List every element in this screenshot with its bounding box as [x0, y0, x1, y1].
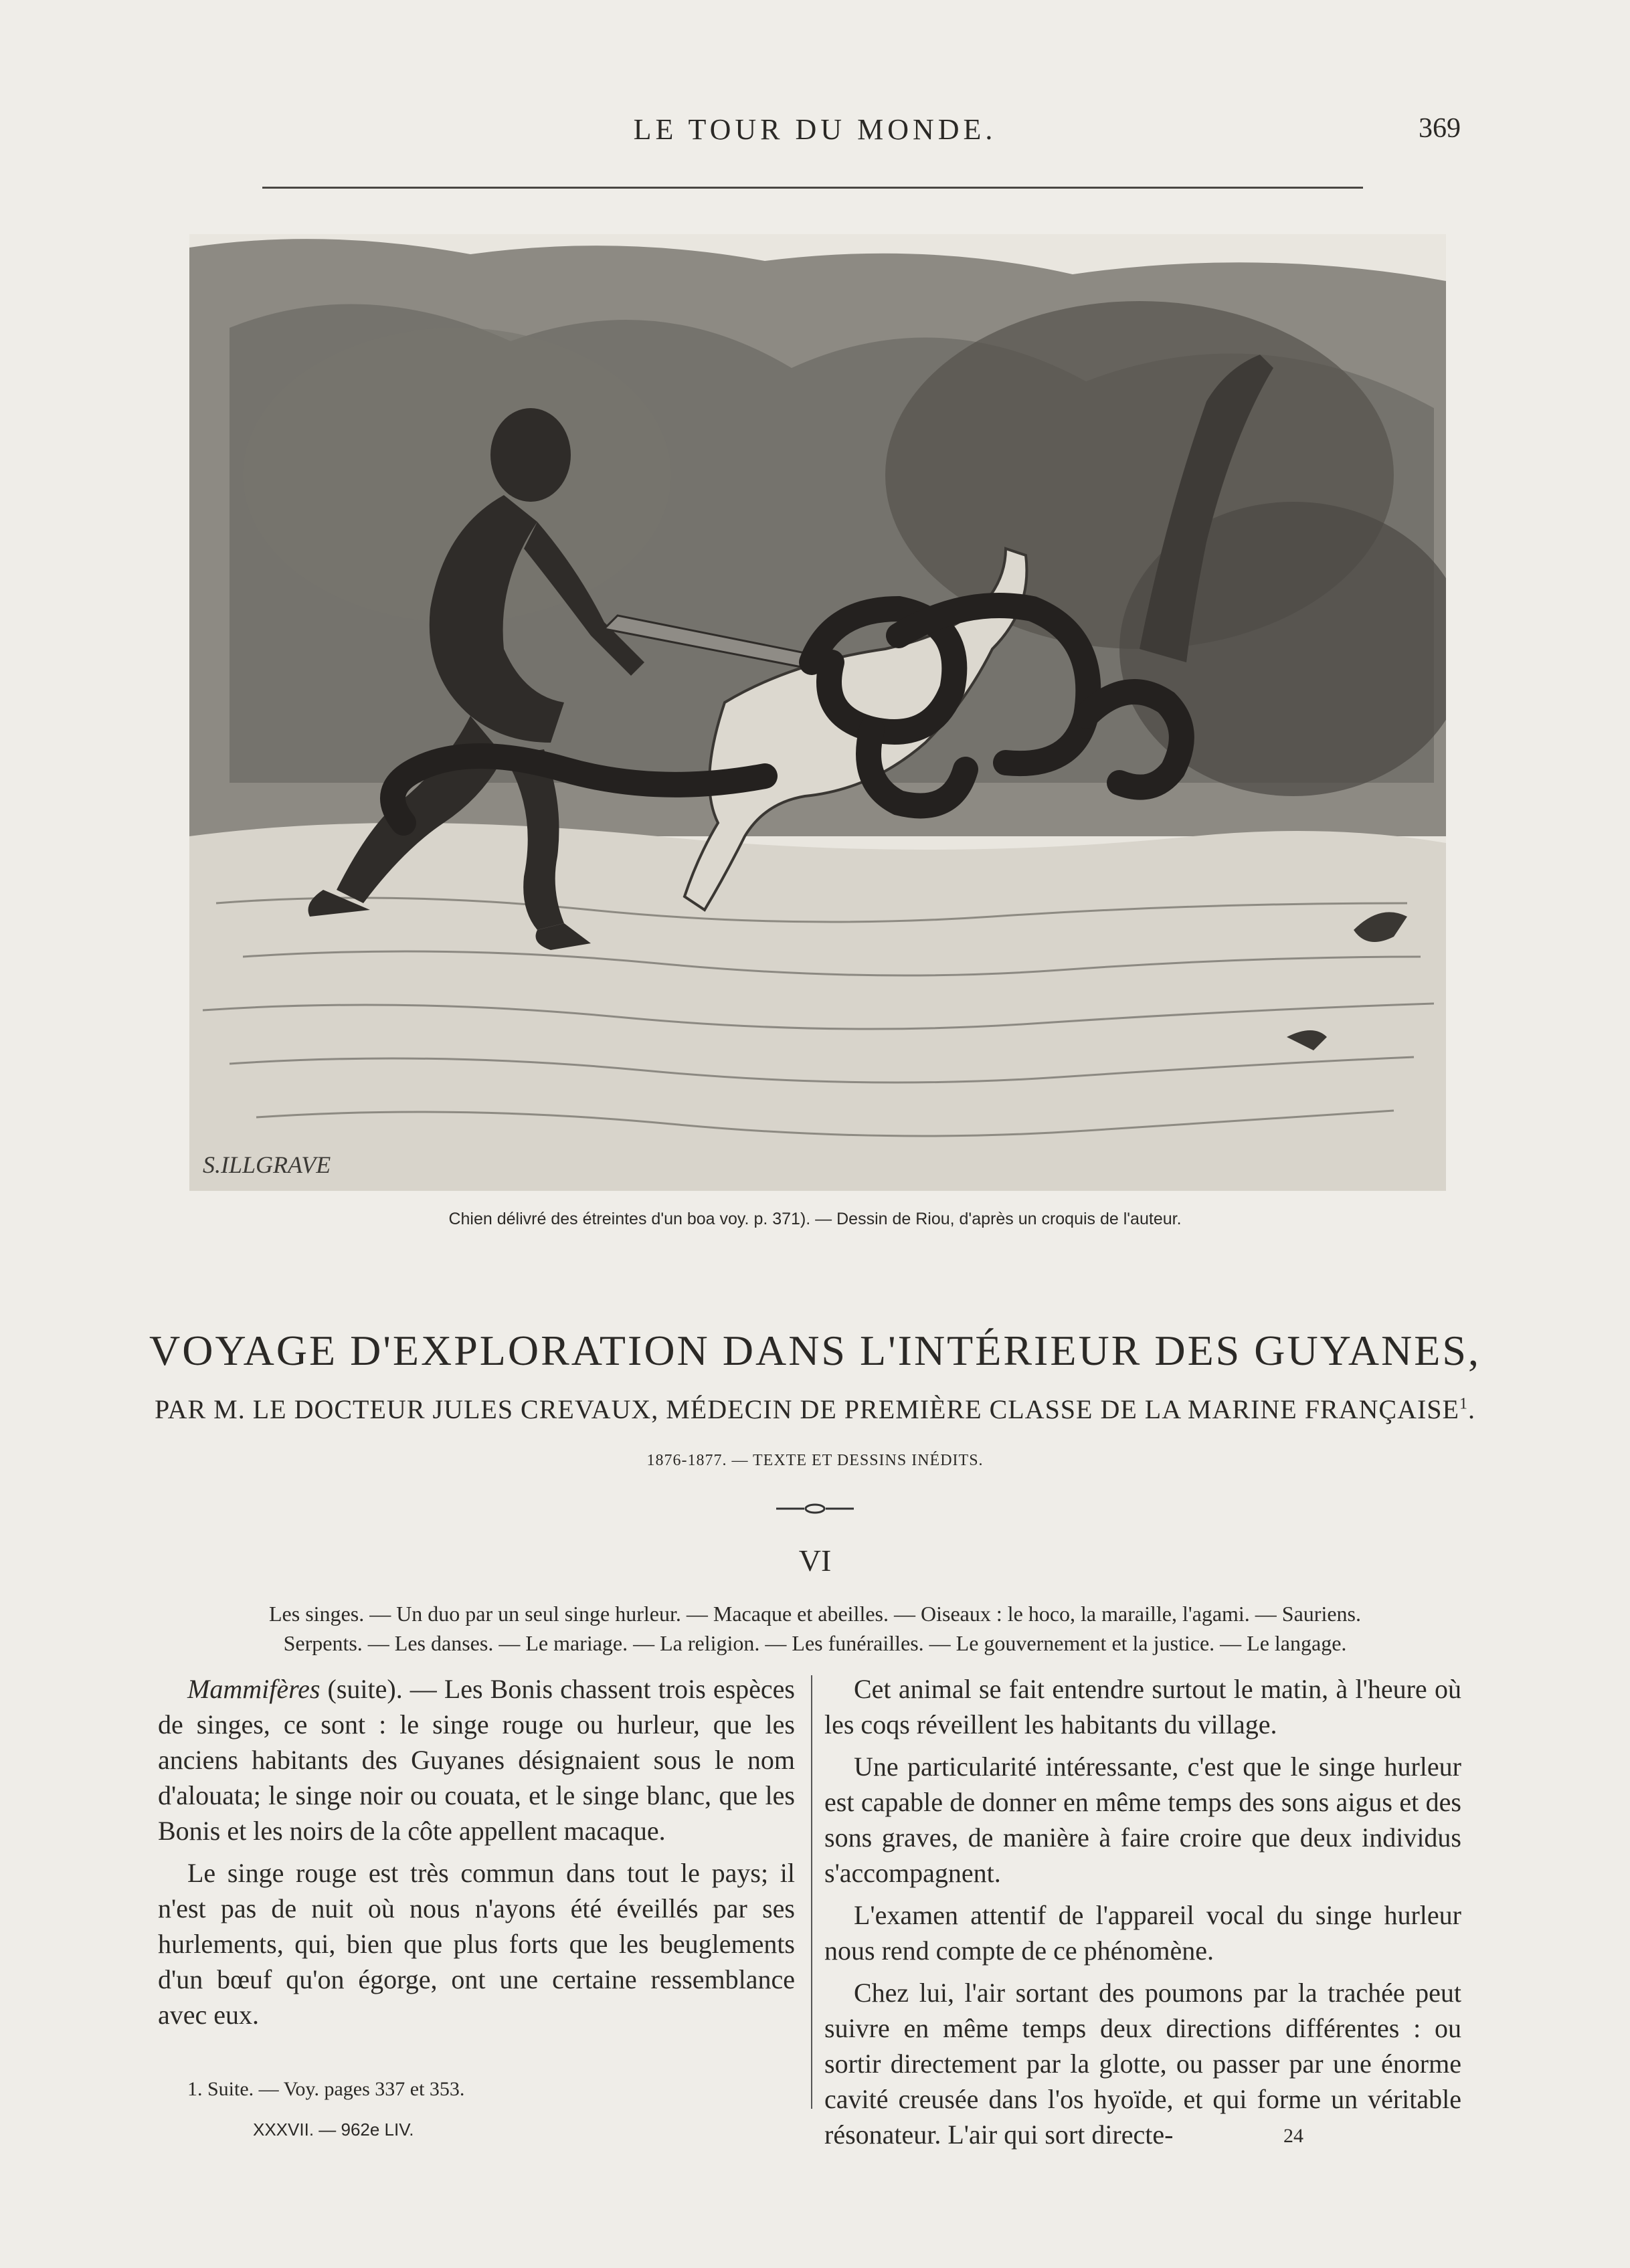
header-rule: [262, 187, 1363, 189]
sheet-number: 24: [1283, 2125, 1303, 2147]
byline-note-marker: 1: [1459, 1395, 1468, 1413]
left-column: [158, 1671, 795, 2039]
summary-line-2: Serpents. — Les danses. — Le mariage. — La religion. — Les funérailles. — Le gouvernement et la justice. — Le langage.: [283, 1631, 1347, 1655]
section-number: VI: [798, 1543, 832, 1578]
left-paragraph-2: Le singe rouge est très commun dans tout le pays; il n'est pas de nuit où nous n'ayons été éveillés par ses hurlements, qui, bien que plus forts que les beuglements d'un bœuf qu'on égorge, ont une certaine ressemblance avec eux.: [158, 1858, 795, 2030]
section-lead-word: Mammifères: [187, 1674, 321, 1704]
right-paragraph-1: Cet animal se fait entendre surtout le matin, à l'heure où les coqs réveillent les habitants du village.: [824, 1674, 1461, 1739]
footnote: 1. Suite. — Voy. pages 337 et 353.: [187, 2078, 465, 2100]
page-number: 369: [1419, 113, 1461, 144]
article-byline: PAR M. LE DOCTEUR JULES CREVAUX, MÉDECIN DE PREMIÈRE CLASSE DE LA MARINE FRANÇAISE$^1$.: [155, 1394, 1475, 1424]
engraver-signature: S.ILLGRAVE: [203, 1151, 331, 1178]
ornament-divider: [776, 1499, 854, 1519]
article-dates: 1876-1877. — TEXTE ET DESSINS INÉDITS.: [646, 1452, 984, 1469]
illustration-caption: Chien délivré des étreintes d'un boa voy. p. 371). — Dessin de Riou, d'après un croquis de l'auteur.: [448, 1210, 1182, 1228]
summary-line-1: Les singes. — Un duo par un seul singe hurleur. — Macaque et abeilles. — Oiseaux : le hoco, la maraille, l'agami. — Sauriens.: [268, 1602, 1361, 1626]
right-paragraph-2: Une particularité intéressante, c'est que le singe hurleur est capable de donner en même temps des sons aigus et des sons graves, de manière à faire croire que deux individus s'accompagnent.: [824, 1752, 1461, 1888]
left-paragraph-1-text: (suite). — Les Bonis chassent trois espèces de singes, ce sont : le singe rouge ou hurleur, que les anciens habitants des Guyanes désignaient sous le nom d'alouata; le singe noir ou couata, et le singe blanc, que les Bonis et les noirs de la côte appellent macaque.: [158, 1674, 795, 1846]
left-paragraph-1: [158, 1671, 795, 1849]
byline-text: PAR M. LE DOCTEUR JULES CREVAUX, MÉDECIN DE PREMIÈRE CLASSE DE LA MARINE FRANÇAISE: [155, 1394, 1459, 1424]
right-paragraph-4: Chez lui, l'air sortant des poumons par la trachée peut suivre en même temps deux directions différentes : ou sortir directement par la glotte, ou passer par une énorme cavité creusée dans l'os hyoïde, et qui forme un véritable résonateur. L'air qui sort directe-: [824, 1978, 1461, 2150]
right-paragraph-3: L'examen attentif de l'appareil vocal du singe hurleur nous rend compte de ce phénomène.: [824, 1900, 1461, 1966]
column-rule: [811, 1675, 812, 2109]
running-title: LE TOUR DU MONDE.: [633, 113, 997, 146]
chapter-summary: [159, 1599, 1471, 1658]
printer-signature: XXXVII. — 962e LIV.: [253, 2119, 414, 2140]
engraving-illustration: [189, 234, 1446, 1191]
right-column: [824, 1671, 1461, 2159]
article-title: VOYAGE D'EXPLORATION DANS L'INTÉRIEUR DES GUYANES,: [149, 1327, 1481, 1374]
